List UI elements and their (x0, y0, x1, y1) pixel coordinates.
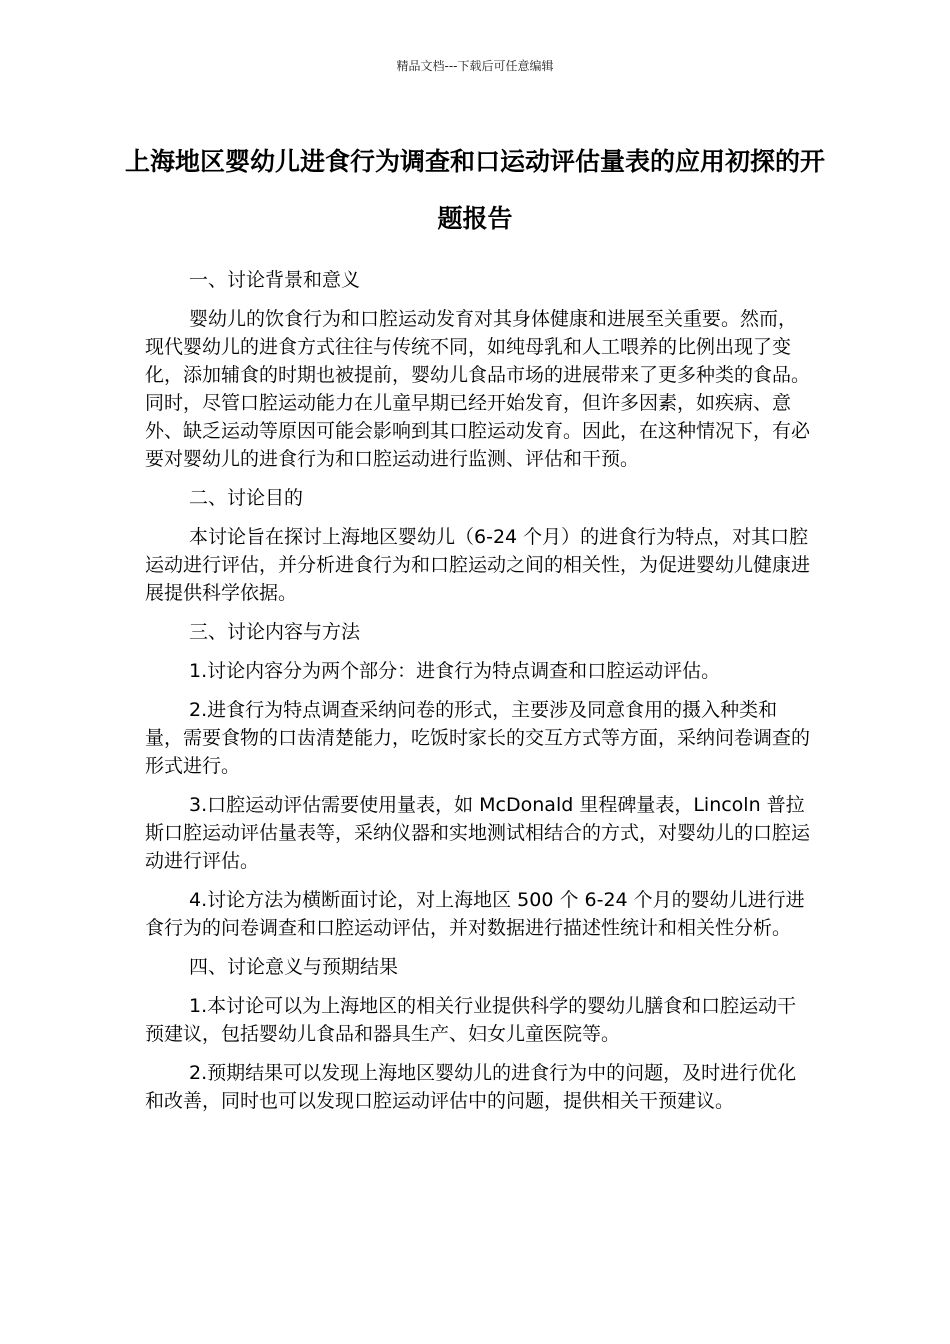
paragraph-significance-2: 2.预期结果可以发现上海地区婴幼儿的进食行为中的问题，及时进行优化和改善，同时也可以发现口腔运动评估中的问题，提供相关干预建议。 (145, 1062, 797, 1112)
paragraph-methods-4: 4.讨论方法为横断面讨论，对上海地区 500 个 6-24 个月的婴幼儿进行进食行为的问卷调查和口腔运动评估，并对数据进行描述性统计和相关性分析。 (145, 889, 805, 939)
header-note: 精品文档---下载后可任意编辑 (396, 59, 554, 73)
section-heading-background: 一、讨论背景和意义 (189, 269, 361, 291)
document-title: 上海地区婴幼儿进食行为调查和口运动评估量表的应用初探的开题报告 (124, 147, 825, 233)
document-body (145, 266, 813, 1126)
paragraph-purpose: 本讨论旨在探讨上海地区婴幼儿（6-24 个月）的进食行为特点，对其口腔运动进行评估，并分析进食行为和口腔运动之间的相关性，为促进婴幼儿健康进展提供科学依据。 (145, 526, 811, 604)
section-heading-significance: 四、讨论意义与预期结果 (189, 956, 399, 978)
paragraph-methods-1: 1.讨论内容分为两个部分：进食行为特点调查和口腔运动评估。 (189, 660, 721, 682)
paragraph-methods-2: 2.进食行为特点调查采纳问卷的形式，主要涉及同意食用的摄入种类和量，需要食物的口齿清楚能力，吃饭时家长的交互方式等方面，采纳问卷调查的形式进行。 (145, 699, 811, 777)
paragraph-significance-1: 1.本讨论可以为上海地区的相关行业提供科学的婴幼儿膳食和口腔运动干预建议，包括婴幼儿食品和器具生产、妇女儿童医院等。 (145, 995, 797, 1045)
section-heading-methods: 三、讨论内容与方法 (189, 621, 361, 643)
paragraph-background: 婴幼儿的饮食行为和口腔运动发育对其身体健康和进展至关重要。然而，现代婴幼儿的进食方式往往与传统不同，如纯母乳和人工喂养的比例出现了变化，添加辅食的时期也被提前，婴幼儿食品市场的进展带来了更多种类的食品。同时，尽管口腔运动能力在儿童早期已经开始发育，但许多因素，如疾病、意外、缺乏运动等原因可能会影响到其口腔运动发育。因此，在这种情况下，有必要对婴幼儿的进食行为和口腔运动进行监测、评估和干预。 (145, 308, 811, 470)
section-heading-purpose: 二、讨论目的 (189, 487, 304, 509)
paragraph-methods-3: 3.口腔运动评估需要使用量表，如 McDonald 里程碑量表，Lincoln 普拉斯口腔运动评估量表等，采纳仪器和实地测试相结合的方式，对婴幼儿的口腔运动进行评估。 (145, 794, 811, 872)
